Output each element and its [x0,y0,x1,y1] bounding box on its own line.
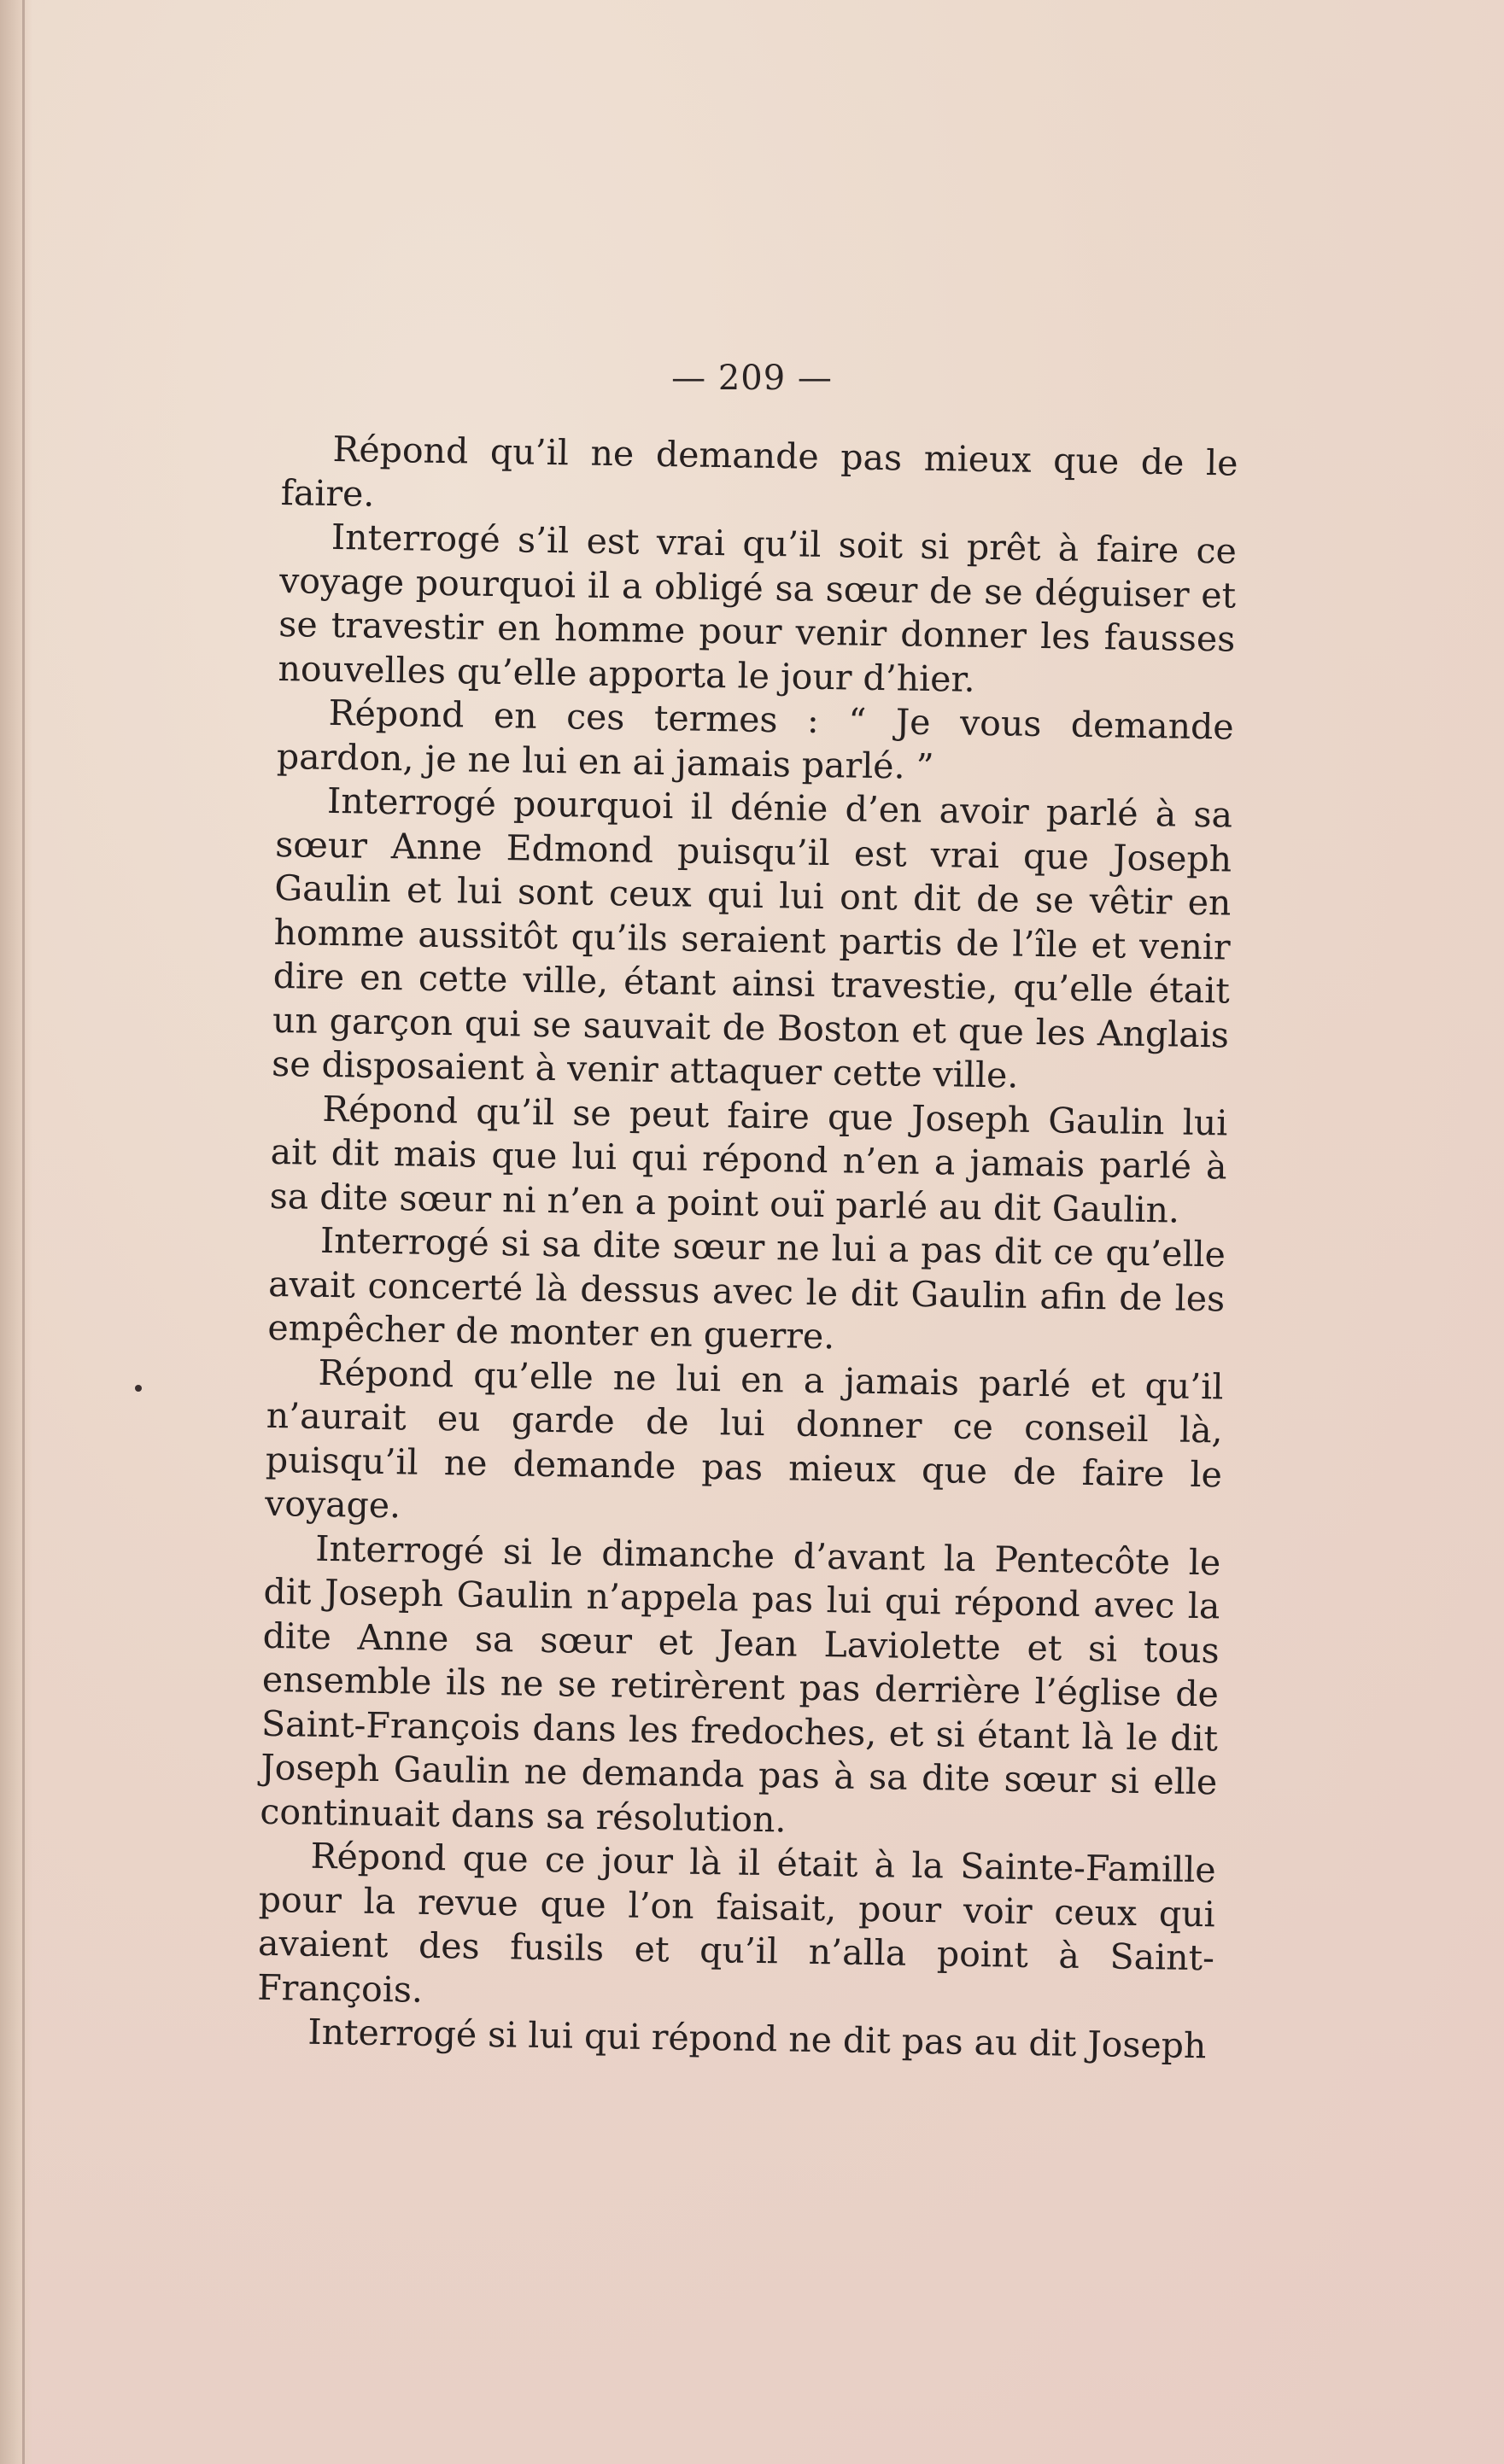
paragraph: Répond en ces termes : “ Je vous demande pardon, je ne lui en ai jamais parlé. ” [276,692,1234,787]
paragraph: Interrogé si lui qui répond ne dit pas au dit Joseph [307,2011,1207,2067]
page-body [256,427,1238,2069]
paragraph: Interrogé si sa dite sœur ne lui a pas dit ce qu’elle avait concerté là dessus avec le dit Gaulin afin de les empêcher de monter en guerre. [267,1219,1226,1358]
paragraph: Répond que ce jour là il était à la Sainte-Famille pour la revue que l’on faisait, pour voir ceux qui avaient des fusils et qu’il n’alla point à Saint-François. [256,1835,1216,2011]
paragraph: Interrogé s’il est vrai qu’il soit si prêt à faire ce voyage pourquoi il a obligé sa sœur de se déguiser et se travestir en homme pour venir donner les fausses nouvelles qu’elle apporta le jour d’hier. [278,516,1238,700]
ink-speck [135,1385,142,1392]
paragraph: Répond qu’il ne demande pas mieux que de le faire. [280,428,1238,515]
paragraph: Interrogé si le dimanche d’avant la Pentecôte le dit Joseph Gaulin n’appela pas lui qui répond avec la dite Anne sa sœur et Jean Laviolette et si tous ensemble ils ne se retirèrent pas derrière l’église de Saint-François dans les fredoches, et si étant là le dit Joseph Gaulin ne demanda pas à sa dite sœur si elle continuait dans sa résolution. [260,1527,1221,1840]
paragraph: Répond qu’il se peut faire que Joseph Gaulin lui ait dit mais que lui qui répond n’en a jamais parlé à sa dite sœur ni n’en a point ouï parlé au dit Gaulin. [269,1088,1228,1231]
paragraph: Répond qu’elle ne lui en a jamais parlé et qu’il n’aurait eu garde de lui donner ce conseil là, puisqu’il ne demande pas mieux que de faire le voyage. [264,1352,1224,1527]
paragraph: Interrogé pourquoi il dénie d’en avoir parlé à sa sœur Anne Edmond puisqu’il est vrai que Joseph Gaulin et lui sont ceux qui lui ont dit de se vêtir en homme aussitôt qu’ils seraient partis de l’île et venir dire en cette ville, étant ainsi travestie, qu’elle était un garçon qui se sauvait de Boston et que les Anglais se disposaient à venir attaquer cette ville. [271,779,1233,1096]
page-number: — 209 — [671,359,833,398]
